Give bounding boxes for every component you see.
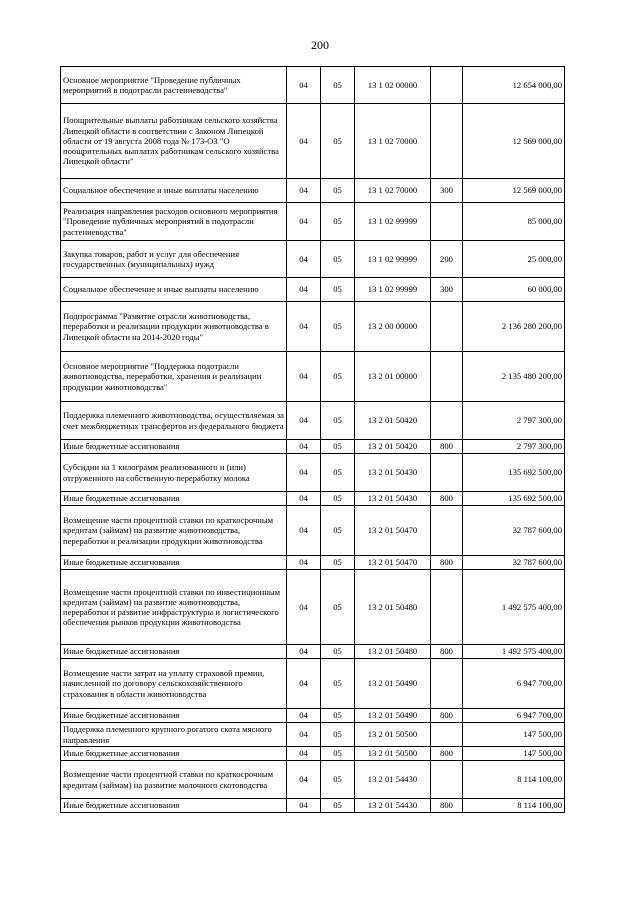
table-row	[61, 67, 565, 104]
section-code-cell: 04	[287, 67, 321, 104]
target-article-cell: 13 1 02 99999	[355, 203, 431, 241]
section-code-cell: 04	[287, 747, 321, 761]
subsection-code-cell: 05	[321, 352, 355, 402]
expense-name-cell: Закупка товаров, работ и услуг для обеспечения государственных (муниципальных) нужд	[61, 241, 287, 278]
target-article-cell: 13 2 01 54430	[355, 799, 431, 813]
section-code-cell: 04	[287, 179, 321, 203]
expense-type-cell	[431, 67, 463, 104]
amount-cell: 135 692 500,00	[463, 492, 565, 506]
expense-name-cell: Возмещение части процентной ставки по инвестиционным кредитам (займам) на развитие животноводства, переработки и развитие инфраструктуры и логистического обеспечения рынков продукции животноводства	[61, 570, 287, 645]
expense-name-cell: Иные бюджетные ассигнования	[61, 747, 287, 761]
amount-cell: 32 787 600,00	[463, 556, 565, 570]
table-row	[61, 570, 565, 645]
expense-name-cell: Основное мероприятие "Проведение публичных мероприятий в подотрасли растениеводства"	[61, 67, 287, 104]
section-code-cell: 04	[287, 492, 321, 506]
subsection-code-cell: 05	[321, 241, 355, 278]
expense-type-cell: 800	[431, 492, 463, 506]
target-article-cell: 13 2 01 50470	[355, 506, 431, 556]
amount-cell: 32 787 600,00	[463, 506, 565, 556]
expense-name-cell: Поддержка племенного животноводства, осуществляемая за счет межбюджетных трансфертов из федерального бюджета	[61, 402, 287, 440]
subsection-code-cell: 05	[321, 402, 355, 440]
subsection-code-cell: 05	[321, 179, 355, 203]
table-row	[61, 747, 565, 761]
section-code-cell: 04	[287, 104, 321, 179]
section-code-cell: 04	[287, 506, 321, 556]
expense-name-cell: Поощрительные выплаты работникам сельского хозяйства Липецкой области в соответствии с Законом Липецкой области от 19 августа 2008 года № 173-ОЗ "О поощрительных выплатах работникам сельского хозяйства Липецкой области"	[61, 104, 287, 179]
amount-cell: 12 569 000,00	[463, 104, 565, 179]
expense-name-cell: Подпрограмма "Развитие отрасли животноводства, переработки и реализации продукции животноводства в Липецкой области на 2014-2020 годы"	[61, 302, 287, 352]
subsection-code-cell: 05	[321, 440, 355, 454]
table-row	[61, 440, 565, 454]
table-row	[61, 659, 565, 709]
amount-cell: 2 797 300,00	[463, 440, 565, 454]
amount-cell: 135 692 500,00	[463, 454, 565, 492]
section-code-cell: 04	[287, 761, 321, 799]
target-article-cell: 13 1 02 00000	[355, 67, 431, 104]
table-row	[61, 709, 565, 723]
expense-name-cell: Реализация направления расходов основного мероприятия "Проведение публичных мероприятий в подотрасли растениеводства"	[61, 203, 287, 241]
amount-cell: 6 947 700,00	[463, 659, 565, 709]
target-article-cell: 13 2 01 50490	[355, 659, 431, 709]
target-article-cell: 13 1 02 70000	[355, 104, 431, 179]
expense-name-cell: Иные бюджетные ассигнования	[61, 799, 287, 813]
amount-cell: 147 500,00	[463, 723, 565, 747]
expense-name-cell: Субсидии на 1 килограмм реализованного и (или) отгруженного на собственную переработку молока	[61, 454, 287, 492]
subsection-code-cell: 05	[321, 747, 355, 761]
section-code-cell: 04	[287, 402, 321, 440]
budget-table	[60, 66, 565, 813]
table-row	[61, 104, 565, 179]
subsection-code-cell: 05	[321, 723, 355, 747]
expense-name-cell: Возмещение части затрат на уплату страховой премии, начисленной по договору сельскохозяйственного страхования в области животноводства	[61, 659, 287, 709]
section-code-cell: 04	[287, 278, 321, 302]
subsection-code-cell: 05	[321, 659, 355, 709]
expense-type-cell: 200	[431, 241, 463, 278]
subsection-code-cell: 05	[321, 761, 355, 799]
table-row	[61, 278, 565, 302]
target-article-cell: 13 1 02 99999	[355, 278, 431, 302]
target-article-cell: 13 2 01 50420	[355, 440, 431, 454]
table-row	[61, 492, 565, 506]
expense-type-cell	[431, 203, 463, 241]
expense-type-cell: 800	[431, 440, 463, 454]
table-row	[61, 556, 565, 570]
expense-type-cell: 300	[431, 179, 463, 203]
section-code-cell: 04	[287, 454, 321, 492]
section-code-cell: 04	[287, 241, 321, 278]
subsection-code-cell: 05	[321, 506, 355, 556]
table-row	[61, 241, 565, 278]
table-row	[61, 723, 565, 747]
expense-type-cell: 800	[431, 556, 463, 570]
amount-cell: 8 114 100,00	[463, 761, 565, 799]
amount-cell: 2 135 480 200,00	[463, 352, 565, 402]
subsection-code-cell: 05	[321, 278, 355, 302]
section-code-cell: 04	[287, 352, 321, 402]
expense-type-cell	[431, 302, 463, 352]
expense-type-cell: 800	[431, 709, 463, 723]
table-row	[61, 402, 565, 440]
amount-cell: 1 492 575 400,00	[463, 570, 565, 645]
section-code-cell: 04	[287, 645, 321, 659]
expense-name-cell: Социальное обеспечение и иные выплаты населению	[61, 278, 287, 302]
subsection-code-cell: 05	[321, 709, 355, 723]
subsection-code-cell: 05	[321, 67, 355, 104]
target-article-cell: 13 2 01 00000	[355, 352, 431, 402]
subsection-code-cell: 05	[321, 454, 355, 492]
section-code-cell: 04	[287, 440, 321, 454]
expense-name-cell: Поддержка племенного крупного рогатого скота мясного направления	[61, 723, 287, 747]
amount-cell: 1 492 575 400,00	[463, 645, 565, 659]
subsection-code-cell: 05	[321, 799, 355, 813]
target-article-cell: 13 1 02 70000	[355, 179, 431, 203]
expense-type-cell	[431, 506, 463, 556]
amount-cell: 2 136 280 200,00	[463, 302, 565, 352]
section-code-cell: 04	[287, 556, 321, 570]
budget-table-body	[61, 67, 565, 813]
subsection-code-cell: 05	[321, 570, 355, 645]
target-article-cell: 13 2 01 50430	[355, 492, 431, 506]
expense-type-cell	[431, 570, 463, 645]
amount-cell: 12 654 000,00	[463, 67, 565, 104]
subsection-code-cell: 05	[321, 556, 355, 570]
target-article-cell: 13 2 01 50480	[355, 645, 431, 659]
section-code-cell: 04	[287, 799, 321, 813]
expense-type-cell	[431, 761, 463, 799]
table-row	[61, 203, 565, 241]
subsection-code-cell: 05	[321, 203, 355, 241]
section-code-cell: 04	[287, 709, 321, 723]
expense-name-cell: Иные бюджетные ассигнования	[61, 440, 287, 454]
expense-type-cell	[431, 402, 463, 440]
amount-cell: 8 114 100,00	[463, 799, 565, 813]
table-row	[61, 645, 565, 659]
table-row	[61, 352, 565, 402]
target-article-cell: 13 2 01 50500	[355, 723, 431, 747]
section-code-cell: 04	[287, 570, 321, 645]
amount-cell: 85 000,00	[463, 203, 565, 241]
expense-type-cell: 800	[431, 747, 463, 761]
expense-name-cell: Иные бюджетные ассигнования	[61, 492, 287, 506]
target-article-cell: 13 2 01 50500	[355, 747, 431, 761]
target-article-cell: 13 2 01 54430	[355, 761, 431, 799]
subsection-code-cell: 05	[321, 302, 355, 352]
expense-name-cell: Социальное обеспечение и иные выплаты населению	[61, 179, 287, 203]
amount-cell: 60 000,00	[463, 278, 565, 302]
table-row	[61, 302, 565, 352]
section-code-cell: 04	[287, 203, 321, 241]
target-article-cell: 13 2 01 50490	[355, 709, 431, 723]
target-article-cell: 13 2 01 50430	[355, 454, 431, 492]
section-code-cell: 04	[287, 723, 321, 747]
expense-name-cell: Иные бюджетные ассигнования	[61, 709, 287, 723]
table-row	[61, 179, 565, 203]
target-article-cell: 13 2 01 50420	[355, 402, 431, 440]
amount-cell: 6 947 700,00	[463, 709, 565, 723]
table-row	[61, 506, 565, 556]
subsection-code-cell: 05	[321, 645, 355, 659]
expense-name-cell: Иные бюджетные ассигнования	[61, 645, 287, 659]
expense-type-cell	[431, 723, 463, 747]
expense-name-cell: Иные бюджетные ассигнования	[61, 556, 287, 570]
target-article-cell: 13 2 01 50470	[355, 556, 431, 570]
table-row	[61, 454, 565, 492]
amount-cell: 12 569 000,00	[463, 179, 565, 203]
expense-type-cell	[431, 454, 463, 492]
expense-type-cell: 300	[431, 278, 463, 302]
expense-name-cell: Возмещение части процентной ставки по краткосрочным кредитам (займам) на развитие молочного скотоводства	[61, 761, 287, 799]
section-code-cell: 04	[287, 302, 321, 352]
expense-type-cell	[431, 104, 463, 179]
expense-type-cell: 800	[431, 799, 463, 813]
subsection-code-cell: 05	[321, 104, 355, 179]
subsection-code-cell: 05	[321, 492, 355, 506]
expense-type-cell	[431, 659, 463, 709]
section-code-cell: 04	[287, 659, 321, 709]
amount-cell: 147 500,00	[463, 747, 565, 761]
page-number: 200	[311, 38, 329, 52]
target-article-cell: 13 2 01 50480	[355, 570, 431, 645]
amount-cell: 2 797 300,00	[463, 402, 565, 440]
target-article-cell: 13 1 02 99999	[355, 241, 431, 278]
expense-type-cell	[431, 352, 463, 402]
expense-name-cell: Возмещение части процентной ставки по краткосрочным кредитам (займам) на развитие животноводства, переработки и реализации продукции животноводства	[61, 506, 287, 556]
table-row	[61, 761, 565, 799]
amount-cell: 25 000,00	[463, 241, 565, 278]
expense-name-cell: Основное мероприятие "Поддержка подотрасли животноводства, переработки, хранения и реализации продукции животноводства"	[61, 352, 287, 402]
expense-type-cell: 800	[431, 645, 463, 659]
target-article-cell: 13 2 00 00000	[355, 302, 431, 352]
table-row	[61, 799, 565, 813]
